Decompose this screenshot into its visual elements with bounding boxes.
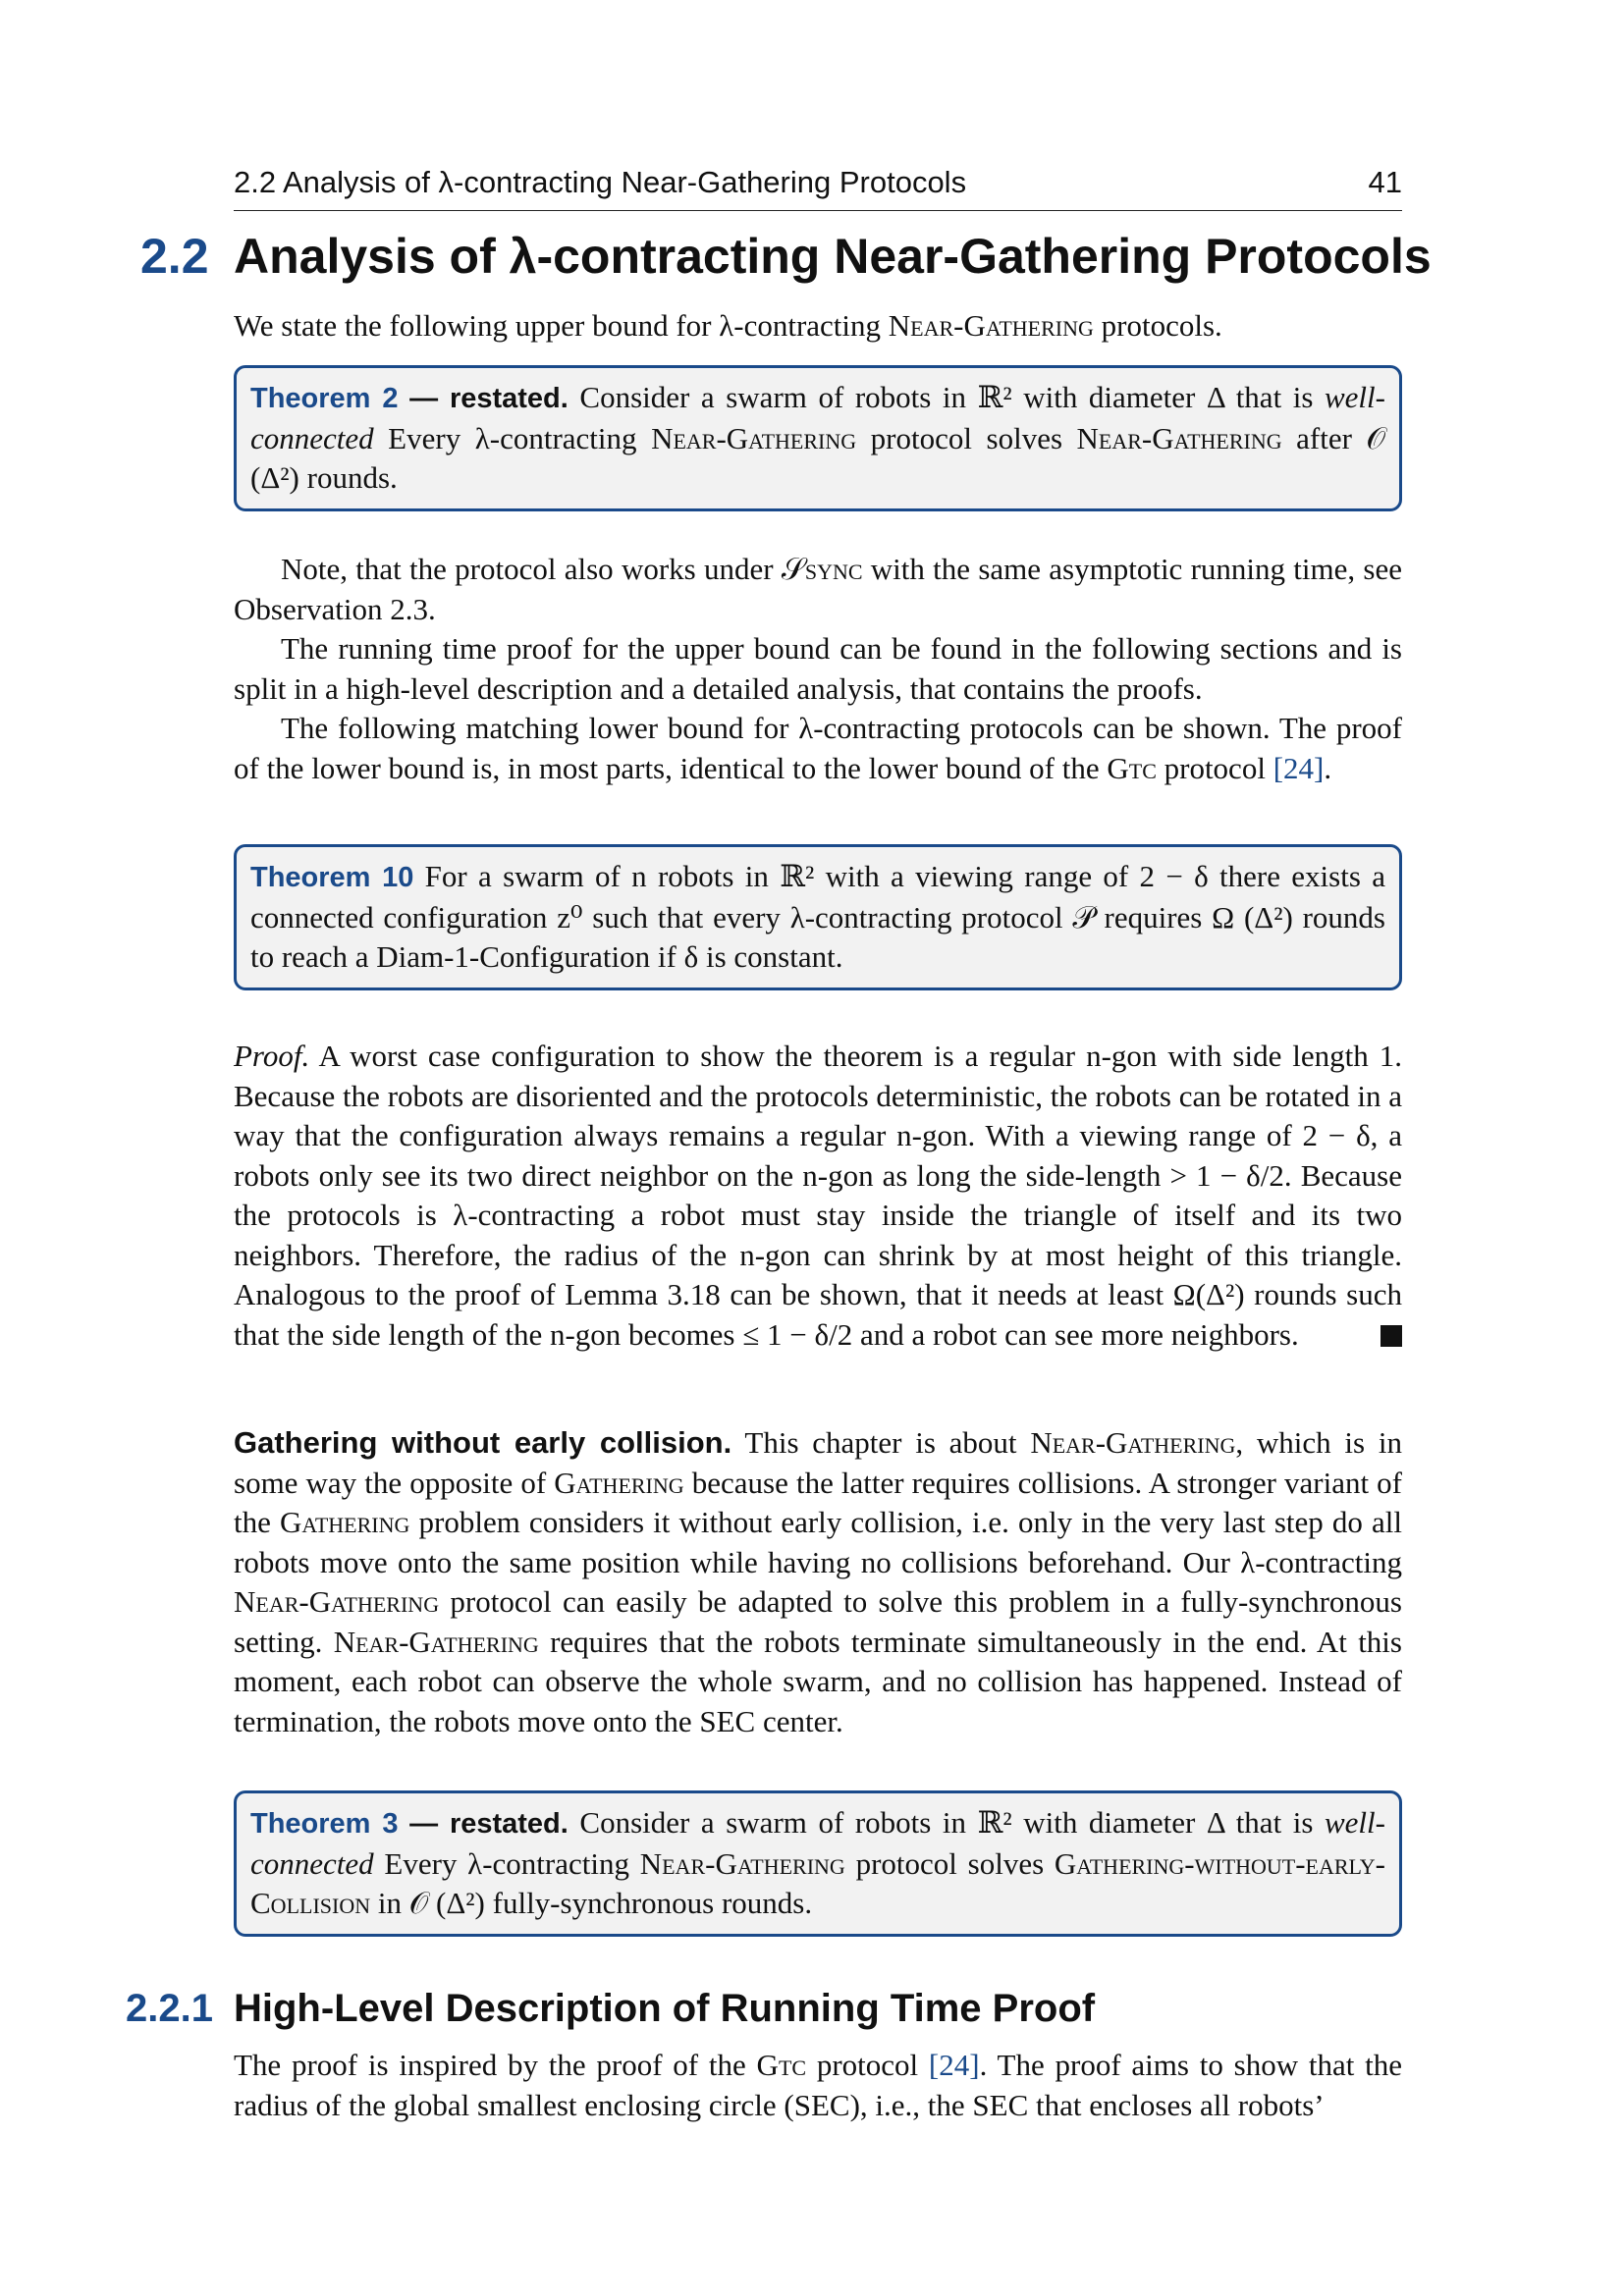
section-title: Analysis of λ-contracting Near-Gathering Protocols: [234, 229, 1432, 284]
paragraph-lower-bound: The following matching lower bound for λ-contracting protocols can be shown. The proof of the lower bound is, in most parts, identical to the lower bound of the Gtc protocol [24].: [234, 711, 1402, 785]
citation-24[interactable]: [24]: [1272, 750, 1325, 785]
gathering-paragraph: Gathering without early collision. This chapter is about Near-Gathering, which is in some way the opposite of Gathering because the latter requires collisions. A stronger variant of the Gathering problem considers it without early collision, i.e. only in the very last step do all robots move onto the same position while having no collisions beforehand. Our λ-contracting Near-Gathering protocol can easily be adapted to solve this problem in a fully-synchronous setting. Near-Gathering requires that the robots terminate simultaneously in the end. At this moment, each robot can observe the whole swarm, and no collision has happened. Instead of termination, the robots move onto the SEC center.: [234, 1425, 1403, 1738]
theorem-10-box: Theorem 10 For a swarm of n robots in ℝ² with a viewing range of 2 − δ there exists a connected configuration z⁰ such that every λ-contracting protocol 𝒫 requires Ω (Δ²) rounds to reach a Diam-1-Configuration if δ is constant.: [234, 844, 1402, 990]
paragraph-running-time: The running time proof for the upper bound can be found in the following sections and is split in a high-level description and a detailed analysis, that contains the proofs.: [234, 631, 1402, 706]
theorem-10-label: Theorem 10: [250, 862, 414, 893]
proof-paragraph: Proof. A worst case configuration to show the theorem is a regular n-gon with side length 1. Because the robots are disoriented and the protocols deterministic, the robots can be rotated in a way that the configuration always remains a regular n-gon. With a viewing range of 2 − δ, a robots only see its two direct neighbor on the n-gon as long the side-length > 1 − δ/2. Because the protocols is λ-contracting a robot must stay inside the triangle of itself and its two neighbors. Therefore, the radius of the n-gon can shrink by at most height of this triangle. Analogous to the proof of Lemma 3.18 can be shown, that it needs at least Ω(Δ²) rounds such that the side length of the n-gon becomes ≤ 1 − δ/2 and a robot can see more neighbors.: [234, 1039, 1402, 1352]
theorem-2-label: Theorem 2: [250, 383, 399, 414]
body-paragraphs: [234, 550, 1402, 788]
theorem-3-label: Theorem 3: [250, 1808, 399, 1840]
paragraph-heading: Gathering without early collision.: [234, 1425, 732, 1460]
running-header: [234, 165, 1402, 211]
section-heading: [140, 228, 1432, 285]
subsection-heading: [126, 1987, 1402, 2031]
citation-24[interactable]: [24]: [928, 2048, 980, 2082]
paragraph-sync: Note, that the protocol also works under 𝒮sync with the same asymptotic running time, see Observation 2.3.: [234, 552, 1402, 626]
subsection-title: High-Level Description of Running Time Proof: [234, 1987, 1096, 2030]
theorem-2-box: Theorem 2 — restated. Consider a swarm of robots in ℝ² with diameter Δ that is well-connected Every λ-contracting Near-Gathering protocol solves Near-Gathering after 𝒪 (Δ²) rounds.: [234, 365, 1402, 511]
proof-label: Proof.: [234, 1039, 310, 1073]
page-number: 41: [1368, 165, 1402, 199]
running-title: 2.2 Analysis of λ-contracting Near-Gathering Protocols: [234, 165, 967, 199]
final-paragraph: The proof is inspired by the proof of the Gtc protocol [24]. The proof aims to show that the radius of the global smallest enclosing circle (SEC), i.e., the SEC that encloses all robots’: [234, 2048, 1402, 2122]
qed-symbol-icon: [1380, 1325, 1402, 1347]
theorem-3-box: Theorem 3 — restated. Consider a swarm of robots in ℝ² with diameter Δ that is well-connected Every λ-contracting Near-Gathering protocol solves Gathering-without-early-Collision in 𝒪 (Δ²) fully-synchronous rounds.: [234, 1790, 1402, 1937]
intro-paragraph: We state the following upper bound for λ-contracting Near-Gathering protocols.: [234, 308, 1222, 343]
section-number: 2.2: [140, 229, 209, 284]
subsection-number: 2.2.1: [126, 1987, 213, 2030]
theorem-3-restated: — restated.: [409, 1808, 568, 1840]
theorem-2-restated: — restated.: [409, 383, 568, 414]
